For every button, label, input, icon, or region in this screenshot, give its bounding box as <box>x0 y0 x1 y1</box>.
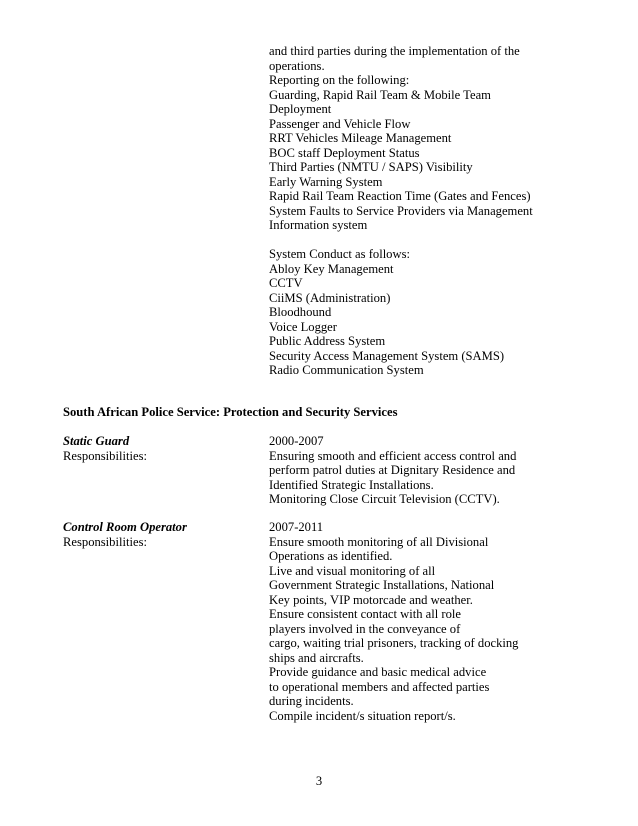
responsibility-line: Provide guidance and basic medical advice <box>269 665 487 679</box>
system-item: Radio Communication System <box>269 363 424 377</box>
system-item: Public Address System <box>269 334 386 348</box>
top-line: Early Warning System <box>269 174 383 189</box>
responsibility-line: Live and visual monitoring of all <box>269 563 436 578</box>
responsibility-line: to operational members and affected parties <box>269 679 490 694</box>
top-line: BOC staff Deployment Status <box>269 145 420 160</box>
responsibility-line: Ensure consistent contact with all role <box>269 607 461 621</box>
job-title: Static Guard <box>63 434 130 448</box>
responsibility-line: Key points, VIP motorcade and weather. <box>269 592 473 607</box>
responsibility-line: Ensuring smooth and efficient access control and <box>269 448 517 463</box>
top-line: Information system <box>269 218 368 232</box>
responsibility-line: Compile incident/s situation report/s. <box>269 708 456 723</box>
system-item: CCTV <box>269 276 303 290</box>
top-line: Guarding, Rapid Rail Team & Mobile Team <box>269 87 491 102</box>
top-line: and third parties during the implementation of the <box>269 44 520 58</box>
job-period: 2007-2011 <box>269 520 324 534</box>
responsibility-line: perform patrol duties at Dignitary Residence and <box>269 463 516 477</box>
responsibility-line: Monitoring Close Circuit Television (CCTV). <box>269 492 500 506</box>
top-line: operations. <box>269 58 325 73</box>
section-title: South African Police Service: Protection and Security Services <box>63 405 398 419</box>
responsibility-line: players involved in the conveyance of <box>269 621 461 636</box>
system-item: Voice Logger <box>269 319 337 334</box>
page-number: 3 <box>315 774 323 788</box>
responsibility-line: cargo, waiting trial prisoners, tracking of docking <box>269 636 519 650</box>
job-title: Control Room Operator <box>63 520 187 534</box>
top-line: System Faults to Service Providers via Management <box>269 203 533 218</box>
system-item: Security Access Management System (SAMS) <box>269 348 505 363</box>
system-heading: System Conduct as follows: <box>269 247 410 261</box>
top-line: Third Parties (NMTU / SAPS) Visibility <box>269 160 473 174</box>
responsibility-line: Government Strategic Installations, National <box>269 578 495 592</box>
responsibility-line: ships and aircrafts. <box>269 650 364 665</box>
top-line: Deployment <box>269 102 332 116</box>
responsibility-line: Ensure smooth monitoring of all Divisional <box>269 534 489 549</box>
responsibilities-label: Responsibilities: <box>63 448 147 463</box>
responsibility-line: Identified Strategic Installations. <box>269 477 434 492</box>
top-line: Rapid Rail Team Reaction Time (Gates and Fences) <box>269 189 531 203</box>
responsibility-line: Operations as identified. <box>269 549 393 563</box>
top-line: RRT Vehicles Mileage Management <box>269 131 452 145</box>
top-line: Passenger and Vehicle Flow <box>269 116 411 131</box>
job-period: 2000-2007 <box>269 434 324 448</box>
responsibilities-label: Responsibilities: <box>63 534 147 549</box>
responsibility-line: during incidents. <box>269 694 354 708</box>
system-item: Bloodhound <box>269 305 332 319</box>
system-item: CiiMS (Administration) <box>269 290 391 305</box>
top-line: Reporting on the following: <box>269 73 410 87</box>
system-item: Abloy Key Management <box>269 261 394 276</box>
